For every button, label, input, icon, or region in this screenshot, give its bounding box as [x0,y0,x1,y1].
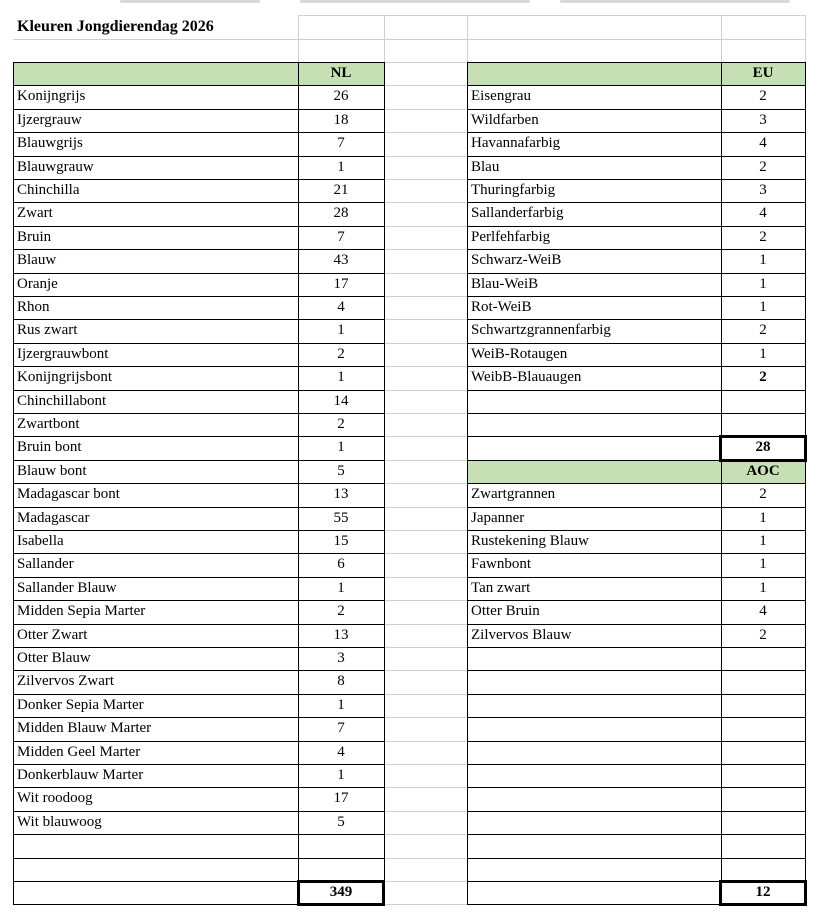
aoc-total: 12 [755,884,771,900]
eu-row-name: Blau-WeiB [471,275,539,292]
row-line [467,413,805,414]
row-line [467,226,805,227]
nl-row-count: 3 [337,650,345,666]
eu-row-name: Wildfarben [471,111,539,128]
nl-row-name: Blauwgrauw [17,158,94,175]
row-line [13,717,384,718]
row-line [467,553,805,554]
aoc-row-count: 1 [759,579,767,596]
nl-row-name: Chinchilla [17,182,80,198]
grid-line [384,811,467,812]
row-line [13,741,384,742]
grid-line [384,109,467,110]
grid-line [384,436,467,437]
grid-line [384,319,467,320]
aoc-row-name: Zilvervos Blauw [471,626,572,643]
row-line [467,483,805,484]
row-line [467,390,805,391]
grid-line [384,62,467,63]
aoc-row-count: 1 [759,533,767,549]
eu-row-name: Havannafarbig [471,135,561,152]
nl-row-name: Donker Sepia Marter [17,696,144,713]
row-line [467,507,805,508]
nl-row-name: Otter Zwart [17,626,88,643]
aoc-row-name: Japanner [471,509,525,526]
nl-row-count: 1 [337,369,345,386]
row-line [13,483,384,484]
nl-row-count: 43 [333,252,349,269]
eu-row-count: 2 [759,158,767,175]
row-line [13,390,384,391]
nl-row-name: Wit roodoog [17,790,93,807]
row-line [13,62,384,63]
row-line [13,787,384,788]
scroll-shadow [560,0,790,3]
nl-row-count: 15 [333,533,349,549]
col-line [467,62,468,904]
nl-row-name: Otter Blauw [17,650,91,666]
eu-row-name: Rot-WeiB [471,299,532,315]
row-line [467,109,805,110]
row-line [13,249,384,250]
eu-row-name: Perlfehfarbig [471,228,551,245]
nl-row-name: Sallander [17,556,74,573]
eu-row-count: 2 [759,322,767,339]
row-line [467,156,805,157]
row-line [467,249,805,250]
nl-row-name: Ijzergrauwbont [17,345,109,362]
aoc-row-name: Otter Bruin [471,603,540,620]
nl-row-name: Madagascar bont [17,486,120,503]
eu-row-count: 3 [759,182,767,198]
row-line [467,577,805,578]
grid-line [384,647,467,648]
grid-line [384,483,467,484]
row-line [13,624,384,625]
row-line [467,834,805,835]
grid-line [384,670,467,671]
row-line [13,858,384,859]
eu-row-name: Schwartzgrannenfarbig [471,322,611,339]
nl-row-count: 1 [337,158,345,175]
eu-row-name: Eisengrau [471,88,531,105]
row-line [13,226,384,227]
nl-row-count: 6 [337,556,345,573]
row-line [13,202,384,203]
grid-line [384,296,467,297]
row-line [467,624,805,625]
grid-line [384,343,467,344]
grid-line [467,15,468,62]
aoc-row-name: Fawnbont [471,556,531,573]
row-line [467,811,805,812]
nl-total: 349 [329,884,353,900]
nl-row-count: 13 [333,626,349,643]
grid-line [384,132,467,133]
row-line [13,296,384,297]
row-line [467,741,805,742]
nl-row-name: Ijzergrauw [17,111,82,128]
row-line [13,273,384,274]
row-line [467,670,805,671]
row-line [467,273,805,274]
nl-row-count: 2 [337,416,345,432]
eu-row-name: Sallanderfarbig [471,205,564,222]
scroll-shadow [120,0,260,3]
row-line [467,764,805,765]
grid-line [384,904,467,905]
nl-row-name: Zwart [17,205,53,222]
aoc-row-count: 1 [759,509,767,526]
nl-row-count: 7 [337,135,345,152]
grid-line [384,507,467,508]
nl-row-name: Rhon [17,299,50,315]
aoc-row-name: Tan zwart [471,579,531,596]
row-line [13,670,384,671]
row-line [13,366,384,367]
nl-row-name: Rus zwart [17,322,78,339]
grid-line [384,717,467,718]
row-line [467,858,805,859]
nl-row-name: Oranje [17,275,58,292]
grid-line [384,881,467,882]
nl-row-count: 2 [337,603,345,620]
grid-line [298,15,805,16]
row-line [467,343,805,344]
aoc-row-count: 4 [759,603,767,620]
nl-row-count: 8 [337,673,345,690]
grid-line [384,764,467,765]
grid-line [384,156,467,157]
row-line [467,179,805,180]
nl-row-count: 13 [333,486,349,503]
nl-row-count: 4 [337,743,345,760]
eu-row-count: 4 [759,135,767,152]
grid-line [384,577,467,578]
row-line [13,764,384,765]
nl-row-name: Chinchillabont [17,392,107,409]
col-line [384,62,385,904]
row-line [13,109,384,110]
eu-row-count: 2 [759,228,767,245]
grid-line [384,15,385,62]
grid-line [13,39,298,40]
nl-row-count: 2 [337,345,345,362]
eu-row-count: 4 [759,205,767,222]
grid-line [805,15,806,62]
nl-column-header: NL [330,65,352,81]
nl-row-count: 5 [337,813,345,830]
row-line [13,460,384,461]
grid-line [384,600,467,601]
nl-row-count: 5 [337,462,345,479]
nl-row-name: Wit blauwoog [17,813,102,830]
row-line [467,319,805,320]
eu-row-name: Thuringfarbig [471,182,556,198]
row-line [467,132,805,133]
grid-line [721,15,722,62]
nl-row-count: 18 [333,111,349,128]
row-line [467,647,805,648]
eu-row-count: 2 [759,369,767,386]
eu-row-count: 1 [759,345,767,362]
nl-row-name: Sallander Blauw [17,579,117,596]
row-line [467,85,805,86]
row-line [13,811,384,812]
grid-line [384,834,467,835]
nl-row-name: Midden Blauw Marter [17,720,152,737]
row-line [13,343,384,344]
nl-row-count: 1 [337,696,345,713]
grid-line [298,39,805,40]
grid-line [384,226,467,227]
row-line [13,834,384,835]
scroll-shadow [300,0,530,3]
row-line [13,319,384,320]
row-line [13,413,384,414]
row-line [467,530,805,531]
eu-row-name: WeiB-Rotaugen [471,345,568,362]
row-line [467,296,805,297]
nl-row-count: 1 [337,439,345,456]
row-line [467,694,805,695]
nl-row-name: Donkerblauw Marter [17,767,144,783]
col-line [13,62,14,904]
row-line [467,600,805,601]
nl-row-count: 7 [337,720,345,737]
eu-row-count: 1 [759,252,767,269]
row-line [13,530,384,531]
eu-row-name: WeibB-Blauaugen [471,369,582,386]
nl-row-name: Midden Sepia Marter [17,603,146,620]
grid-line [384,273,467,274]
nl-row-count: 17 [333,275,349,292]
nl-row-count: 21 [333,182,349,198]
nl-row-count: 4 [337,299,345,315]
row-line [467,787,805,788]
nl-row-count: 17 [333,790,349,807]
aoc-row-count: 2 [759,486,767,503]
nl-row-name: Konijngrijsbont [17,369,113,386]
sheet-title: Kleuren Jongdierendag 2026 [17,18,214,35]
nl-row-count: 14 [333,392,349,409]
grid-line [384,413,467,414]
row-line [13,647,384,648]
row-line [13,132,384,133]
row-line [467,202,805,203]
nl-row-name: Blauwgrijs [17,135,83,152]
nl-row-count: 28 [333,205,349,222]
eu-row-count: 1 [759,275,767,292]
eu-row-count: 2 [759,88,767,105]
grid-line [384,530,467,531]
grid-line [384,85,467,86]
grid-line [384,249,467,250]
nl-row-count: 26 [333,88,349,105]
nl-row-name: Zwartbont [17,416,80,432]
eu-row-name: Schwarz-WeiB [471,252,562,269]
eu-column-header: EU [752,65,774,81]
nl-row-count: 55 [333,509,349,526]
row-line [467,62,805,63]
row-line [13,600,384,601]
aoc-row-name: Rustekening Blauw [471,533,589,549]
aoc-row-count: 1 [759,556,767,573]
nl-row-name: Madagascar [17,509,90,526]
eu-row-name: Blau [471,158,500,175]
row-line [13,156,384,157]
grid-line [384,694,467,695]
nl-row-name: Isabella [17,533,64,549]
row-line [13,577,384,578]
nl-row-count: 1 [337,767,345,783]
row-line [13,553,384,554]
row-line [13,694,384,695]
col-line [805,62,806,904]
row-line [467,366,805,367]
row-line [13,436,384,437]
grid-line [384,858,467,859]
grid-line [384,460,467,461]
grid-line [384,202,467,203]
nl-row-name: Blauw bont [17,462,87,479]
grid-line [384,741,467,742]
row-line [13,507,384,508]
eu-row-count: 1 [759,299,767,315]
nl-row-name: Zilvervos Zwart [17,673,115,690]
aoc-column-header: AOC [746,462,780,479]
nl-row-name: Konijngrijs [17,88,86,105]
grid-line [384,366,467,367]
row-line [13,85,384,86]
grid-line [384,624,467,625]
aoc-row-name: Zwartgrannen [471,486,556,503]
grid-line [384,553,467,554]
nl-row-name: Bruin bont [17,439,82,456]
grid-line [384,179,467,180]
row-line [13,179,384,180]
nl-row-name: Midden Geel Marter [17,743,141,760]
grid-line [298,15,299,62]
grid-line [384,787,467,788]
eu-total: 28 [755,439,771,456]
nl-row-name: Blauw [17,252,57,269]
aoc-row-count: 2 [759,626,767,643]
nl-row-count: 1 [337,579,345,596]
nl-row-name: Bruin [17,228,52,245]
row-line [467,717,805,718]
nl-row-count: 1 [337,322,345,339]
eu-row-count: 3 [759,111,767,128]
nl-row-count: 7 [337,228,345,245]
grid-line [384,390,467,391]
